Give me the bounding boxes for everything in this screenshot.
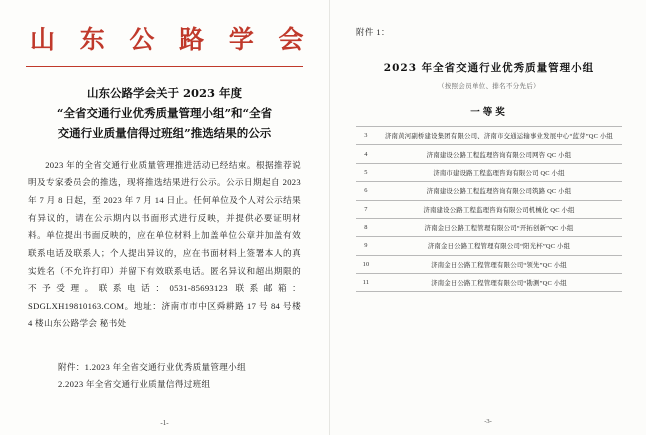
row-index: 5 — [356, 163, 376, 181]
row-index: 3 — [356, 127, 376, 145]
attachment-item-1: 附件：1.2023 年全省交通行业优秀质量管理小组 — [58, 361, 246, 372]
table-row — [356, 127, 622, 145]
table-row — [356, 237, 622, 255]
annex-title: 2023 年全省交通行业优秀质量管理小组 — [383, 62, 595, 74]
table-row — [356, 145, 622, 163]
table-row — [356, 218, 622, 236]
document-title-line-1: 山东公路学会关于 2023 年度 — [86, 85, 242, 100]
row-name: 济南建设公路工程监理咨询有限公司筑路 QC 小组 — [376, 182, 622, 200]
document-page-right — [330, 0, 646, 435]
document-body-paragraph: 2023 年的全省交通行业质量管理推进活动已经结束。根据推荐说明及专家委员会的推选，现将推选结果进行公示。公示日期起自 2023 年 7 月 8 日起，至 2023 年 7 月 14 日止。任何单位及个人对公示结果有异议的，请在公示期内以书面形式进行反映，并提供必要证明材料。单位提出书面反映的，应在单位材料上加盖单位公章并加盖有效联系电话及联系人；个人提出异议的，应在书面材料上签署本人的真实姓名（不允许打印）并留下有效联系电话。匿名异议和超出期限的不予受理。联系电话：0531-85693123 联系邮箱：SDGLXH19810163.COM。地址：济南市市中区舜耕路 17 号 84 号楼 4 楼山东公路学会 秘书处 — [28, 159, 301, 329]
row-name: 济南市建设路工程监理咨询有限公司 QC 小组 — [376, 163, 622, 181]
row-index: 4 — [356, 145, 376, 163]
document-title-line-2: “全省交通行业优秀质量管理小组”和“全省 — [56, 105, 273, 120]
row-index: 11 — [356, 274, 376, 292]
row-name: 济南建设公路工程监理咨询有限公司网咨 QC 小组 — [376, 145, 622, 163]
document-body — [22, 157, 307, 333]
table-row — [356, 200, 622, 218]
row-index: 7 — [356, 200, 376, 218]
table-row — [356, 163, 622, 181]
red-divider-rule — [26, 66, 303, 67]
row-name: 济南建设公路工程监理咨询有限公司机械化 QC 小组 — [376, 200, 622, 218]
row-name: 济南金日公路工程管理有限公司“阳光杯”QC 小组 — [376, 237, 622, 255]
award-winner-table-body — [356, 127, 622, 292]
document-title — [22, 83, 307, 143]
row-name: 济南金日公路工程管理有限公司“勘测”QC 小组 — [376, 274, 622, 292]
award-level-heading: 一等奖 — [470, 107, 508, 118]
row-index: 8 — [356, 218, 376, 236]
row-index: 9 — [356, 237, 376, 255]
attachment-item-2: 2.2023 年全省交通行业质量信得过班组 — [58, 379, 211, 390]
organization-title: 山 东 公 路 学 会 — [30, 25, 312, 54]
annex-subtitle: （按照会员单位、排名不分先后） — [438, 83, 540, 90]
document-title-line-3: 交通行业质量信得过班组”推选结果的公示 — [57, 125, 272, 140]
row-index: 6 — [356, 182, 376, 200]
row-name: 济南金日公路工程管理有限公司“领先”QC 小组 — [376, 255, 622, 273]
attachment-list — [22, 359, 307, 393]
page-number-right: -3- — [484, 418, 492, 425]
row-name: 济南金日公路工程管理有限公司“开拓创新”QC 小组 — [376, 218, 622, 236]
page-number-left: -1- — [160, 419, 169, 427]
attachment-label: 附件 1： — [356, 28, 390, 37]
row-name: 济南黄河副桥建设集团有限公司、济南市交通运输事业发展中心“蓝芽”QC 小组 — [376, 127, 622, 145]
row-index: 10 — [356, 255, 376, 273]
award-winner-table — [356, 126, 622, 292]
table-row — [356, 274, 622, 292]
table-row — [356, 182, 622, 200]
table-row — [356, 255, 622, 273]
